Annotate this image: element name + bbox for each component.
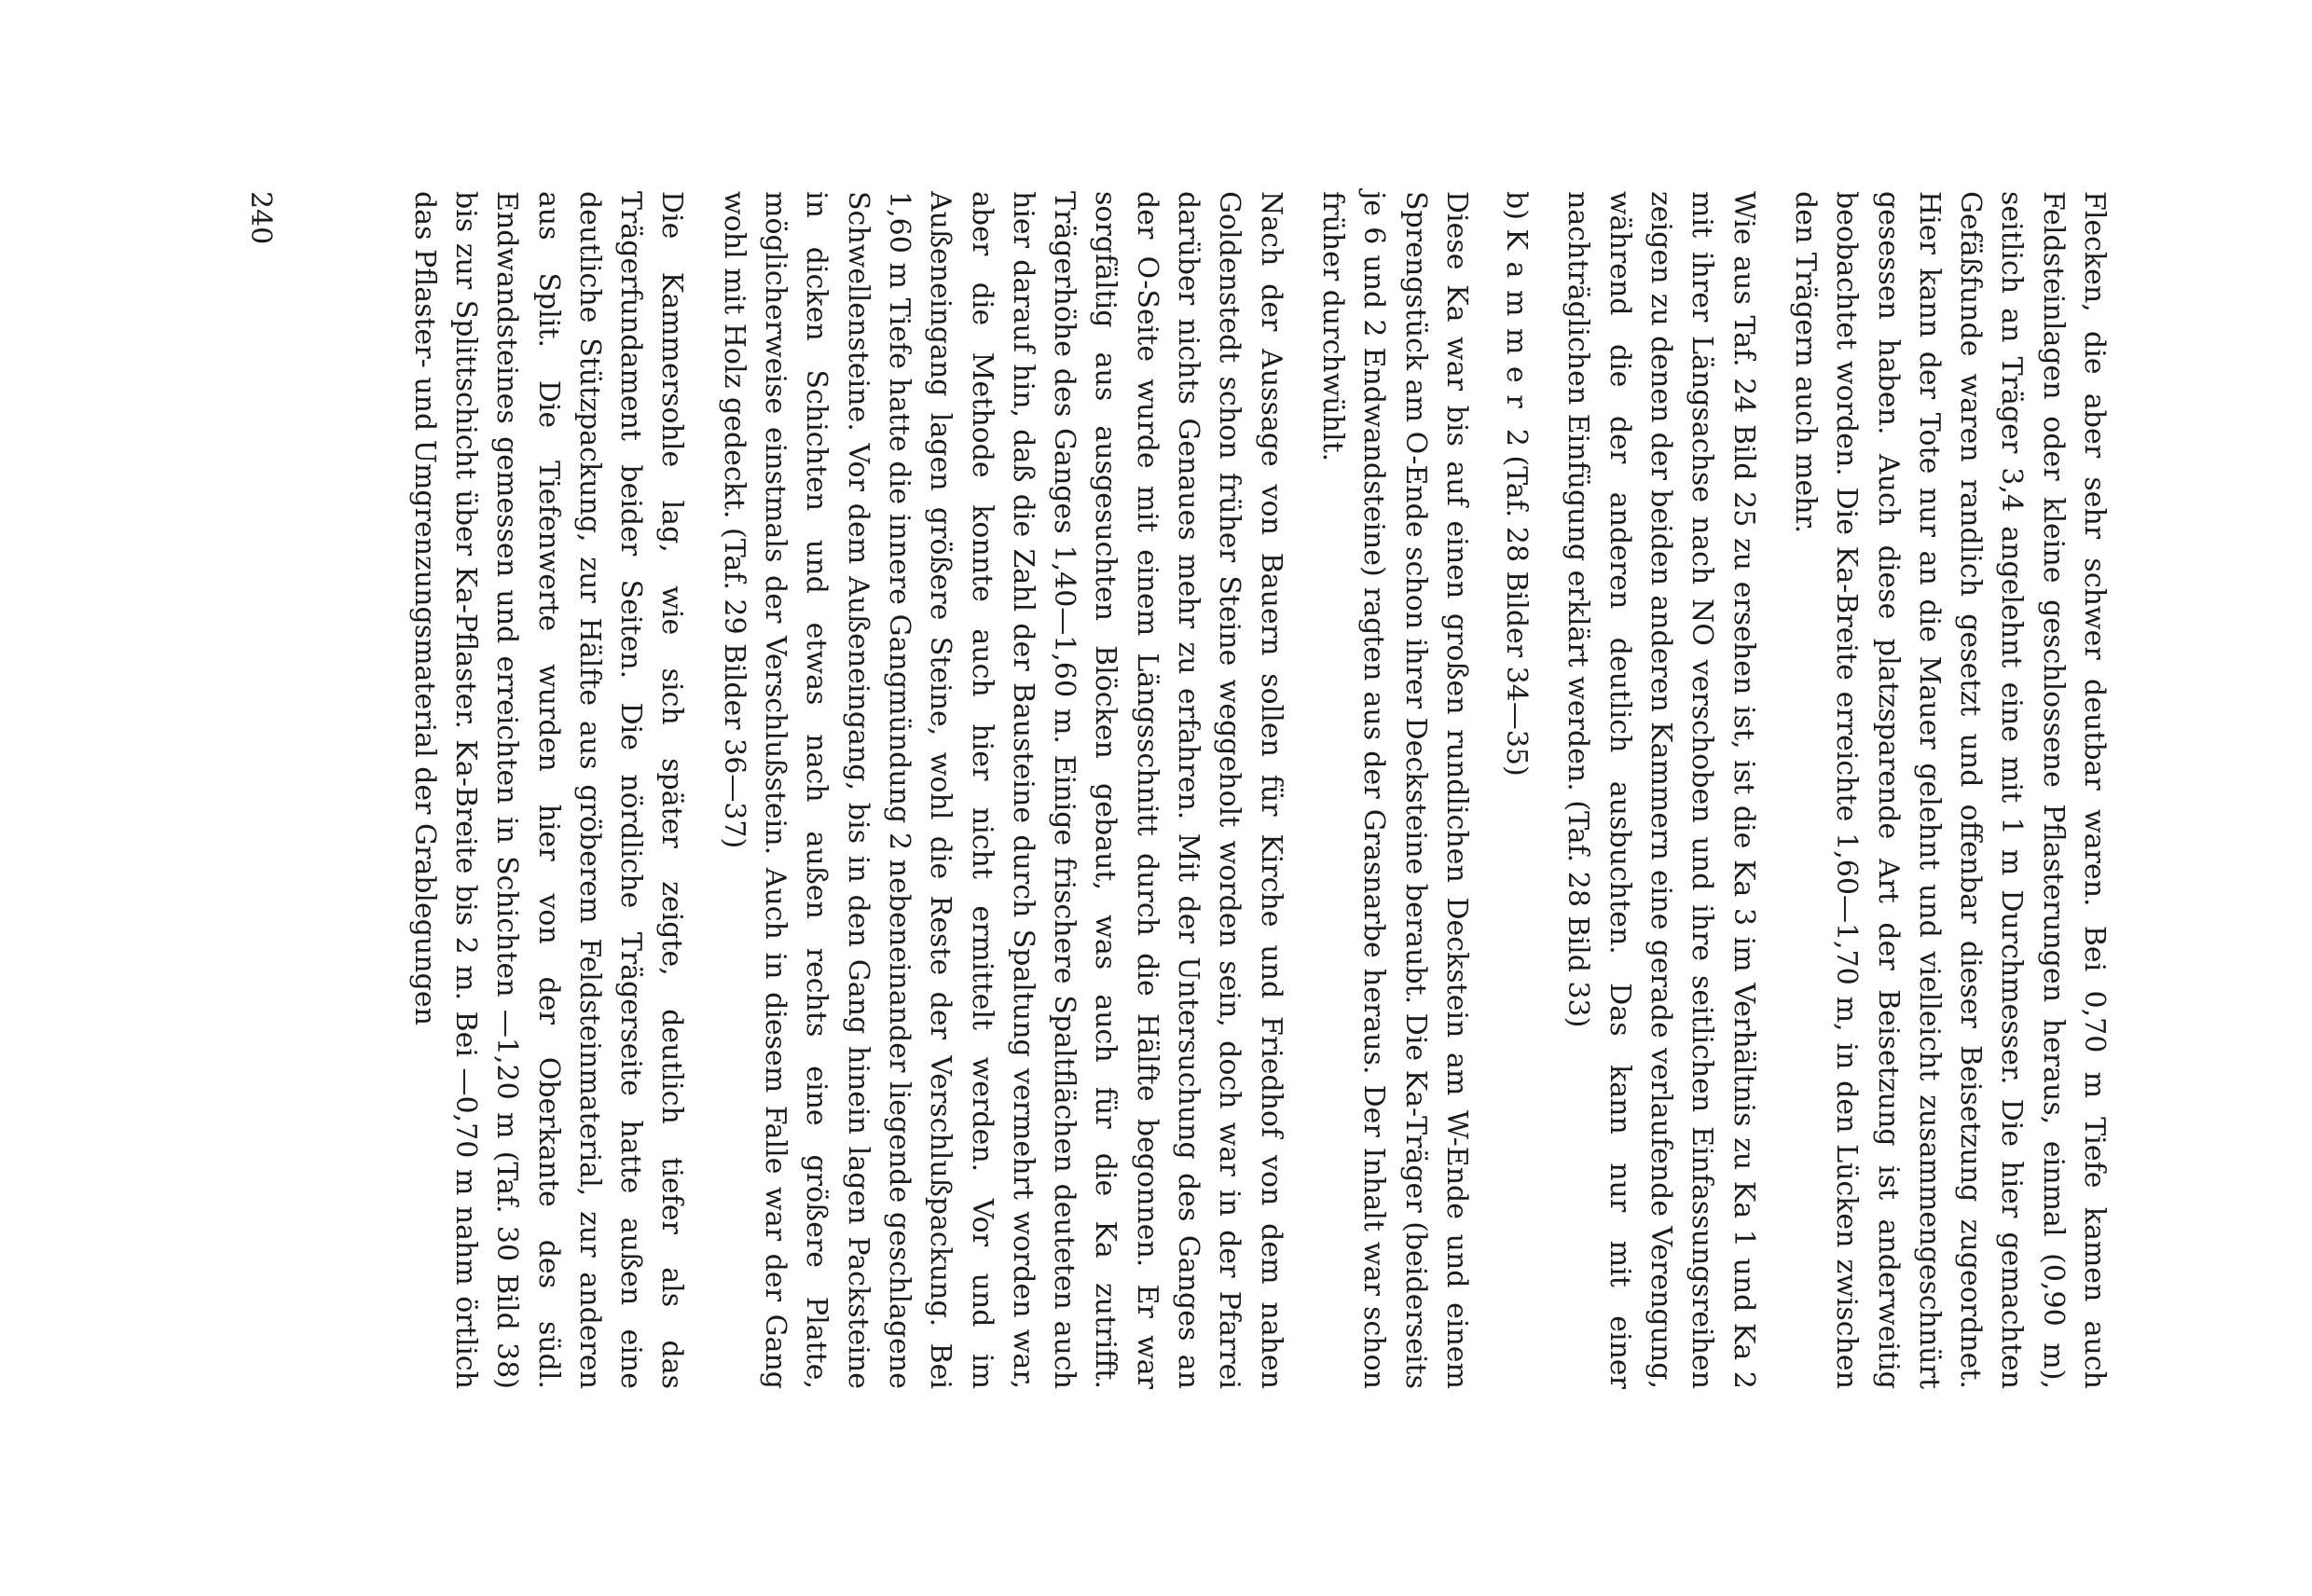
body-text [382, 191, 2114, 1389]
paragraph-passage-investigation: Nach der Aussage von Bauern sollen für Kirche und Friedhof von dem nahen Goldenstedt schon früher Steine weggeholt worden sein, doch war in der Pfarrei darüber nichts Genaues mehr zu erfahren. Mit der Untersuchung des Ganges an der O-Seite wurde mit einem Längsschnitt durch die Hälfte begonnen. Er war sorgfältig aus ausgesuchten Blöcken gebaut, was auch für die Ka zutrifft. Trägerhöhe des Ganges 1,40—1,60 m. Einige frischere Spaltflächen deuteten auch hier darauf hin, daß die Zahl der Bausteine durch Spaltung vermehrt worden war, aber die Methode konnte auch hier nicht ermittelt werden. Vor und im Außeneingang lagen größere Steine, wohl die Reste der Verschlußpackung. Bei 1,60 m Tiefe hatte die innere Gangmündung 2 nebeneinander liegende geschlagene Schwellensteine. Vor dem Außeneingang, bis in den Gang hinein lagen Packsteine in dicken Schichten und etwas nach außen rechts eine größere Platte, möglicherweise einstmals der Verschlußstein. Auch in diesem Falle war der Gang wohl mit Holz gedeckt. (Taf. 29 Bilder 36—37) [717, 191, 1287, 1389]
paragraph-continued-text: Flecken, die aber sehr schwer deutbar waren. Bei 0,70 m Tiefe kamen auch Feldsteinlagen oder kleine geschlossene Pflasterungen heraus, einmal (0,90 m), seitlich an Träger 3,4 angelehnt eine mit 1 m Durchmesser. Die hier gemachten Gefäßfunde waren randlich gesetzt und offenbar dieser Beisetzung zugeordnet. Hier kann der Tote nur an die Mauer gelehnt und vielleicht zusammengeschnürt gesessen haben. Auch diese platzsparende Art der Beisetzung ist anderweitig beobachtet worden. Die Ka-Breite erreichte 1,60—1,70 m, in den Lücken zwischen den Trägern auch mehr. [1788, 191, 2111, 1389]
paragraph-ka2-capstones: Diese Ka war bis auf einen großen rundlichen Deckstein am W-Ende und einem Sprengstück am O-Ende schon ihrer Decksteine beraubt. Die Ka-Träger (beiderseits je 6 und 2 Endwandsteine) ragten aus der Grasnarbe heraus. Der Inhalt war schon früher durchwühlt. [1315, 191, 1473, 1389]
section-heading-kammer-2 [1495, 191, 1536, 1389]
heading-suffix: 2 (Taf. 28 Bilder 34—35) [1500, 420, 1534, 777]
page-number: 240 [244, 191, 277, 245]
heading-spaced-word: Kammer [1500, 228, 1534, 420]
paragraph-chamber-floor: Die Kammersohle lag, wie sich später zeigte, deutlich tiefer als das Trägerfundament beider Seiten. Die nördliche Trägerseite hatte außen eine deutliche Stützpackung, zur Hälfte aus gröberem Feldsteinmaterial, zur anderen aus Split. Die Tiefenwerte wurden hier von der Oberkante des südl. Endwandsteines gemessen und erreichten in Schichten —1,20 m (Taf. 30 Bild 38) bis zur Splittschicht über Ka-Pflaster. Ka-Breite bis 2 m. Bei —0,70 m nahm örtlich das Pflaster- und Umgrenzungsmaterial der Grablegungen [407, 191, 689, 1389]
paragraph-ka3-orientation: Wie aus Taf. 24 Bild 25 zu ersehen ist, ist die Ka 3 im Verhältnis zu Ka 1 und Ka 2 mit ihrer Längsachse nach NO verschoben und ihre seitlichen Einfassungsreihen zeigen zu denen der beiden anderen Kammern eine gerade verlaufende Verengung, während die der anderen deutlich ausbuchten. Das kann nur mit einer nachträglichen Einfügung erklärt werden. (Taf. 28 Bild 33) [1562, 191, 1760, 1389]
heading-prefix: b) [1500, 191, 1534, 229]
